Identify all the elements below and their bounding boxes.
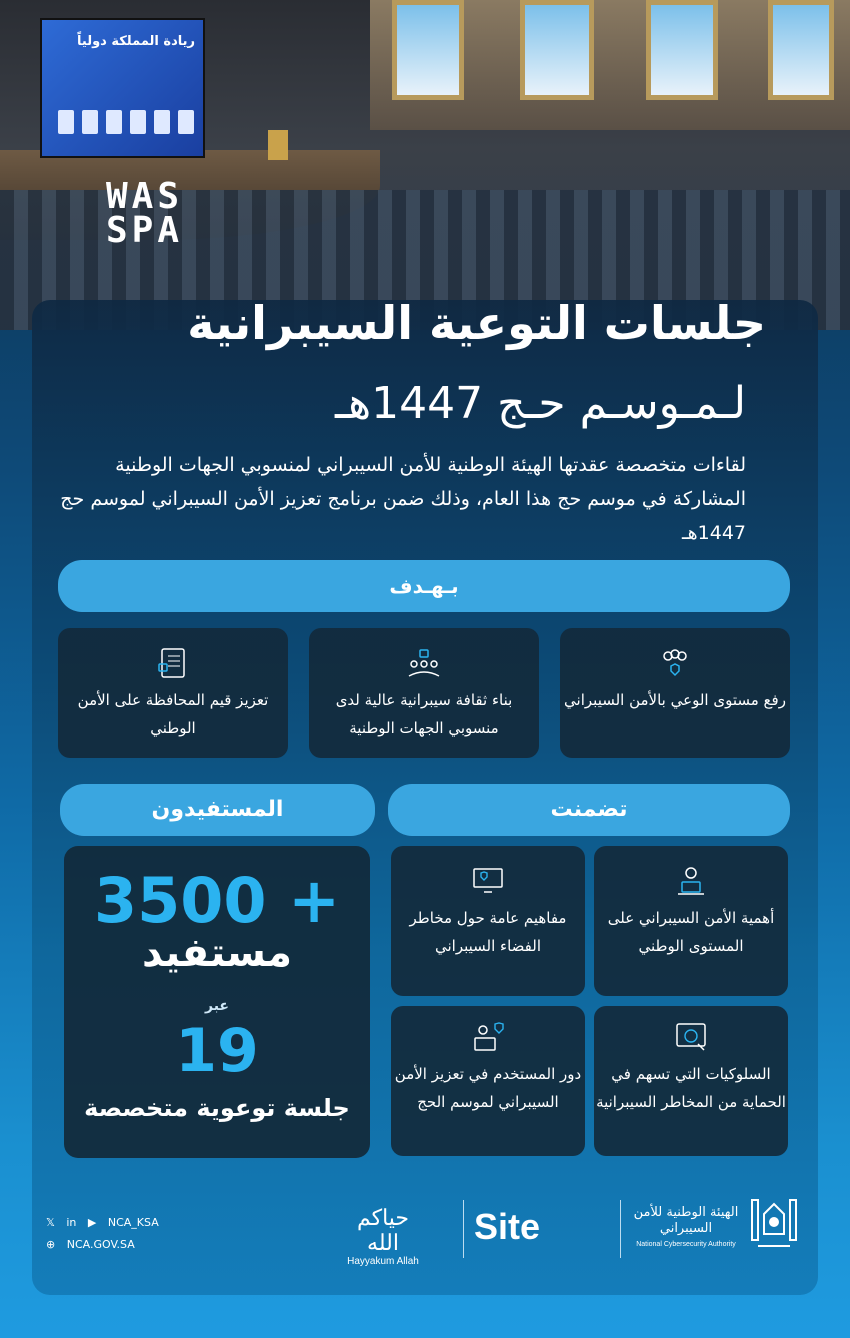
globe-icon: ⊕ — [46, 1238, 56, 1251]
podium — [268, 130, 288, 160]
beneficiaries-count: 3500 + — [93, 864, 341, 937]
goal-card — [58, 628, 288, 758]
youtube-icon[interactable]: ▶ — [87, 1216, 97, 1229]
page-title: جلسات التوعية السيبرانية — [187, 296, 766, 350]
goal-text: تعزيز قيم المحافظة على الأمن الوطني — [77, 691, 269, 737]
user-shield-icon — [471, 1020, 505, 1054]
screen-title: ريادة المملكة دولياً — [77, 34, 195, 49]
linkedin-icon[interactable]: in — [66, 1216, 77, 1229]
include-card — [391, 846, 585, 996]
footer-divider — [620, 1200, 621, 1258]
nca-name — [626, 1205, 746, 1253]
people-shield-icon — [658, 646, 692, 680]
nca-name-en: National Cybersecurity Authority — [636, 1241, 736, 1248]
painting-frame — [768, 0, 834, 100]
nca-emblem-icon — [748, 1194, 800, 1254]
include-text: أهمية الأمن السيبراني على المستوى الوطني — [607, 909, 775, 955]
goal-card — [560, 628, 790, 758]
include-card — [391, 1006, 585, 1156]
monitor-shield-icon — [471, 864, 505, 898]
projection-screen — [40, 18, 205, 158]
goal-text: بناء ثقافة سيبرانية عالية لدى منسوبي الجهات الوطنية — [335, 691, 513, 737]
footer-divider — [463, 1200, 464, 1258]
include-card — [594, 846, 788, 996]
painting-frame — [646, 0, 718, 100]
page-subtitle: لـمـوسـم حـج 1447هـ — [335, 378, 746, 429]
social-links — [46, 1212, 167, 1256]
browser-globe-icon — [674, 1020, 708, 1054]
intro-text: لقاءات متخصصة عقدتها الهيئة الوطنية للأمن السيبراني لمنسوبي الجهات الوطنية المشاركة في موسم حج هذا العام، وذلك ضمن برنامج تعزيز الأمن السيبراني لموسم حج 1447هـ — [60, 454, 746, 544]
social-handle[interactable]: NCA_KSA — [107, 1216, 159, 1229]
sessions-label: جلسة توعوية متخصصة — [84, 1094, 350, 1122]
include-text: دور المستخدم في تعزيز الأمن السيبراني لموسم الحج — [394, 1065, 582, 1111]
painting-frame — [392, 0, 464, 100]
document-lock-icon — [156, 646, 190, 680]
website-link[interactable]: NCA.GOV.SA — [66, 1238, 135, 1251]
include-text: السلوكيات التي تسهم في الحماية من المخاطر السيبرانية — [596, 1065, 786, 1111]
includes-heading: تضمنت — [388, 784, 790, 836]
person-laptop-icon — [674, 864, 708, 898]
header-photo — [0, 0, 850, 330]
beneficiaries-word: مستفيد — [141, 930, 293, 976]
painting-frame — [520, 0, 594, 100]
via-label: عبر — [205, 998, 229, 1014]
hayyakum-text: حياكم الله — [356, 1206, 410, 1256]
goals-heading: بـهـدف — [58, 560, 790, 612]
hayyakum-en: Hayyakum Allah — [347, 1256, 419, 1267]
beneficiaries-heading: المستفيدون — [60, 784, 375, 836]
include-card — [594, 1006, 788, 1156]
include-text: مفاهيم عامة حول مخاطر الفضاء السيبراني — [409, 909, 567, 955]
screen-cards — [58, 110, 194, 134]
spa-watermark-logo: WAS SPA — [106, 176, 184, 251]
group-lock-icon — [407, 646, 441, 680]
x-icon[interactable]: 𝕏 — [46, 1216, 55, 1229]
site-logo: Site — [474, 1206, 541, 1247]
nca-name-ar: الهيئة الوطنية للأمن السيبراني — [633, 1205, 739, 1236]
goal-text: رفع مستوى الوعي بالأمن السيبراني — [564, 691, 786, 709]
hayyakum-logo — [338, 1206, 428, 1267]
sessions-count: 19 — [175, 1016, 259, 1086]
goal-card — [309, 628, 539, 758]
